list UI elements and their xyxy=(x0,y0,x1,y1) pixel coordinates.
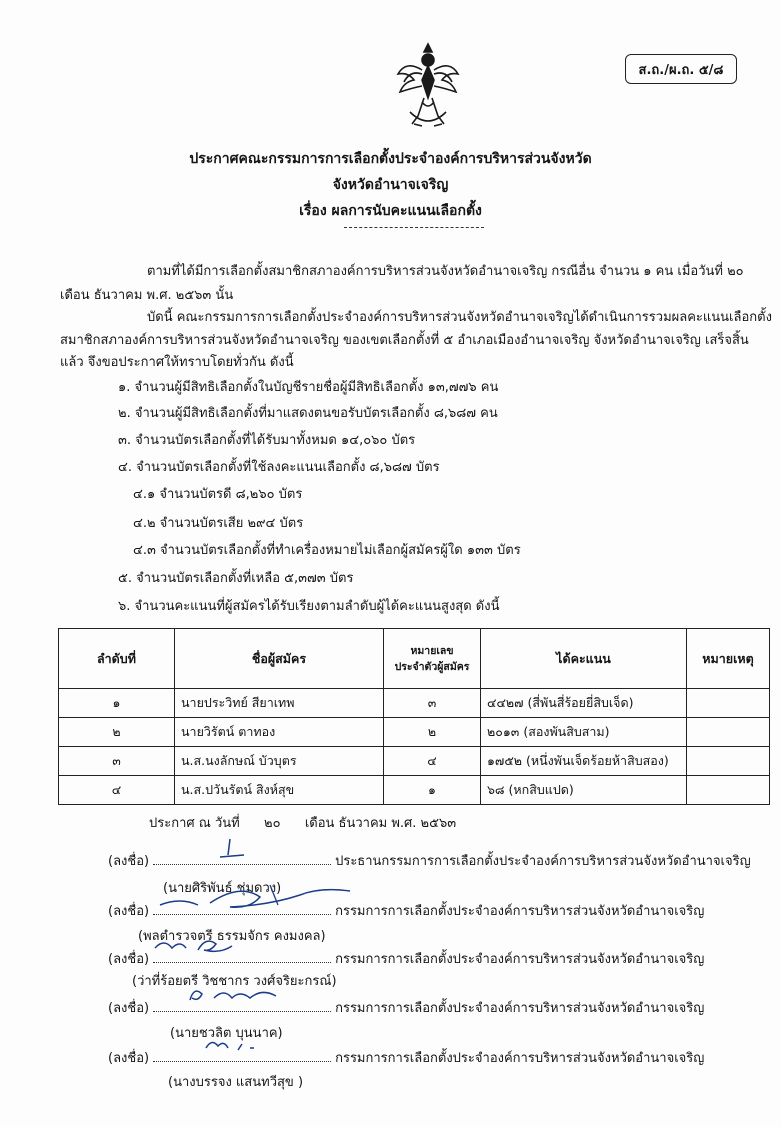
cell-name: นายประวิทย์ สียาเทพ xyxy=(175,689,384,718)
cell-votes: ๑๗๕๒ (หนึ่งพันเจ็ดร้อยห้าสิบสอง) xyxy=(481,747,687,776)
item-2: ๒. จำนวนผู้มีสิทธิเลือกตั้งที่มาแสดงตนขอรับบัตรเลือกตั้ง ๘,๖๘๗ คน xyxy=(118,406,498,421)
cell-name: น.ส.ปวันรัตน์ สิงห์สุข xyxy=(175,776,384,805)
header-rank: ลำดับที่ xyxy=(59,629,175,689)
cell-note xyxy=(687,747,770,776)
header-number-line-1: หมายเลข xyxy=(410,644,454,657)
sign-label: (ลงชื่อ) xyxy=(108,1001,150,1016)
paragraph-1-line-2: เดือน ธันวาคม พ.ศ. ๒๕๖๓ นั้น xyxy=(60,288,234,303)
signer-name-1: (นายศิริพันธ์ ชุ่มดวง) xyxy=(163,881,282,896)
cell-votes: ๒๐๑๓ (สองพันสิบสาม) xyxy=(481,718,687,747)
form-code-box: ส.ถ./ผ.ถ. ๕/๘ xyxy=(625,54,737,84)
signature-role: กรรมการการเลือกตั้งประจำองค์การบริหารส่วนจังหวัดอำนาจเจริญ xyxy=(335,904,705,919)
item-4-3: ๔.๓ จำนวนบัตรเลือกตั้งที่ทำเครื่องหมายไม่เลือกผู้สมัครผู้ใด ๑๓๓ บัตร xyxy=(133,543,521,558)
cell-votes: ๖๘ (หกสิบแปด) xyxy=(481,776,687,805)
cell-rank: ๒ xyxy=(59,718,175,747)
item-5: ๕. จำนวนบัตรเลือกตั้งที่เหลือ ๕,๓๗๓ บัตร xyxy=(118,571,354,586)
announce-day: ๒๐ xyxy=(264,816,281,831)
sign-label: (ลงชื่อ) xyxy=(108,1051,150,1066)
item-4: ๔. จำนวนบัตรเลือกตั้งที่ใช้ลงคะแนนเลือกตั้ง ๘,๖๘๗ บัตร xyxy=(118,460,440,475)
title-divider xyxy=(344,227,484,228)
subject-title: เรื่อง ผลการนับคะแนนเลือกตั้ง xyxy=(299,203,482,219)
announce-month: เดือน ธันวาคม พ.ศ. ๒๕๖๓ xyxy=(304,816,457,831)
announce-prefix: ประกาศ ณ วันที่ xyxy=(149,816,240,831)
signer-name-4: (นายชวลิต บุนนาค) xyxy=(170,1026,283,1041)
handwritten-signature-5 xyxy=(198,1030,278,1060)
cell-number: ๒ xyxy=(384,718,481,747)
handwritten-signature-4 xyxy=(180,980,300,1010)
sign-label: (ลงชื่อ) xyxy=(108,854,150,869)
cell-rank: ๑ xyxy=(59,689,175,718)
table-row xyxy=(59,747,770,776)
header-note: หมายเหตุ xyxy=(687,629,770,689)
cell-number: ๔ xyxy=(384,747,481,776)
item-6: ๖. จำนวนคะแนนที่ผู้สมัครได้รับเรียงตามลำดับผู้ได้คะแนนสูงสุด ดังนี้ xyxy=(118,599,500,614)
province-title: จังหวัดอำนาจเจริญ xyxy=(332,177,449,193)
item-1: ๑. จำนวนผู้มีสิทธิเลือกตั้งในบัญชีรายชื่อผู้มีสิทธิเลือกตั้ง ๑๓,๗๗๖ คน xyxy=(118,380,499,395)
paragraph-2-line-2: สมาชิกสภาองค์การบริหารส่วนจังหวัดอำนาจเจริญ ของเขตเลือกตั้งที่ ๕ อำเภอเมืองอำนาจเจริญ จังหวัดอำนาจเจริญ เสร็จสิ้น xyxy=(60,333,749,348)
paragraph-2-line-1: บัดนี้ คณะกรรมการการเลือกตั้งประจำองค์การบริหารส่วนจังหวัดอำนาจเจริญได้ดำเนินการรวมผลคะแนนเลือกตั้ง xyxy=(147,310,772,325)
item-4-2: ๔.๒ จำนวนบัตรเสีย ๒๙๔ บัตร xyxy=(133,516,304,531)
cell-rank: ๓ xyxy=(59,747,175,776)
cell-note xyxy=(687,718,770,747)
handwritten-signature-2 xyxy=(150,875,370,920)
cell-note xyxy=(687,689,770,718)
cell-name: น.ส.นงลักษณ์ บัวบุตร xyxy=(175,747,384,776)
announcement-title: ประกาศคณะกรรมการการเลือกตั้งประจำองค์การบริหารส่วนจังหวัด xyxy=(189,151,592,167)
signature-role: กรรมการการเลือกตั้งประจำองค์การบริหารส่วนจังหวัดอำนาจเจริญ xyxy=(335,952,705,967)
sign-label: (ลงชื่อ) xyxy=(108,904,150,919)
header-votes: ได้คะแนน xyxy=(481,629,687,689)
cell-number: ๑ xyxy=(384,776,481,805)
results-table xyxy=(58,628,770,805)
handwritten-signature-1 xyxy=(200,835,260,865)
garuda-emblem-icon xyxy=(392,40,464,132)
header-number xyxy=(384,629,481,689)
signature-role: ประธานกรรมการการเลือกตั้งประจำองค์การบริหารส่วนจังหวัดอำนาจเจริญ xyxy=(335,854,751,869)
table-row xyxy=(59,776,770,805)
table-row xyxy=(59,689,770,718)
handwritten-signature-3 xyxy=(150,930,250,960)
sign-label: (ลงชื่อ) xyxy=(108,952,150,967)
cell-name: นายวิรัตน์ ตาทอง xyxy=(175,718,384,747)
cell-votes: ๔๔๒๗ (สี่พันสี่ร้อยยี่สิบเจ็ด) xyxy=(481,689,687,718)
signature-role: กรรมการการเลือกตั้งประจำองค์การบริหารส่วนจังหวัดอำนาจเจริญ xyxy=(335,1001,705,1016)
signer-name-3: (ว่าที่ร้อยตรี วิชชากร วงศ์จริยะกรณ์) xyxy=(132,974,337,989)
cell-number: ๓ xyxy=(384,689,481,718)
header-name: ชื่อผู้สมัคร xyxy=(175,629,384,689)
table-row xyxy=(59,718,770,747)
item-4-1: ๔.๑ จำนวนบัตรดี ๘,๒๖๐ บัตร xyxy=(133,487,303,502)
cell-note xyxy=(687,776,770,805)
table-header-row xyxy=(59,629,770,689)
announce-date-line xyxy=(149,812,456,833)
paragraph-2-line-3: แล้ว จึงขอประกาศให้ทราบโดยทั่วกัน ดังนี้ xyxy=(60,355,294,370)
signer-name-2: (พลตำรวจตรี ธรรมจักร คงมงคล) xyxy=(138,929,326,944)
signer-name-5: (นางบรรจง แสนทวีสุข ) xyxy=(168,1075,304,1090)
header-number-line-2: ประจำตัวผู้สมัคร xyxy=(394,660,470,673)
item-3: ๓. จำนวนบัตรเลือกตั้งที่ได้รับมาทั้งหมด ๑๔,๐๖๐ บัตร xyxy=(118,433,416,448)
paragraph-1-line-1: ตามที่ได้มีการเลือกตั้งสมาชิกสภาองค์การบริหารส่วนจังหวัดอำนาจเจริญ กรณีอื่น จำนวน ๑ คน เมื่อวันที่ ๒๐ xyxy=(147,264,744,279)
signature-role: กรรมการการเลือกตั้งประจำองค์การบริหารส่วนจังหวัดอำนาจเจริญ xyxy=(335,1051,705,1066)
cell-rank: ๔ xyxy=(59,776,175,805)
